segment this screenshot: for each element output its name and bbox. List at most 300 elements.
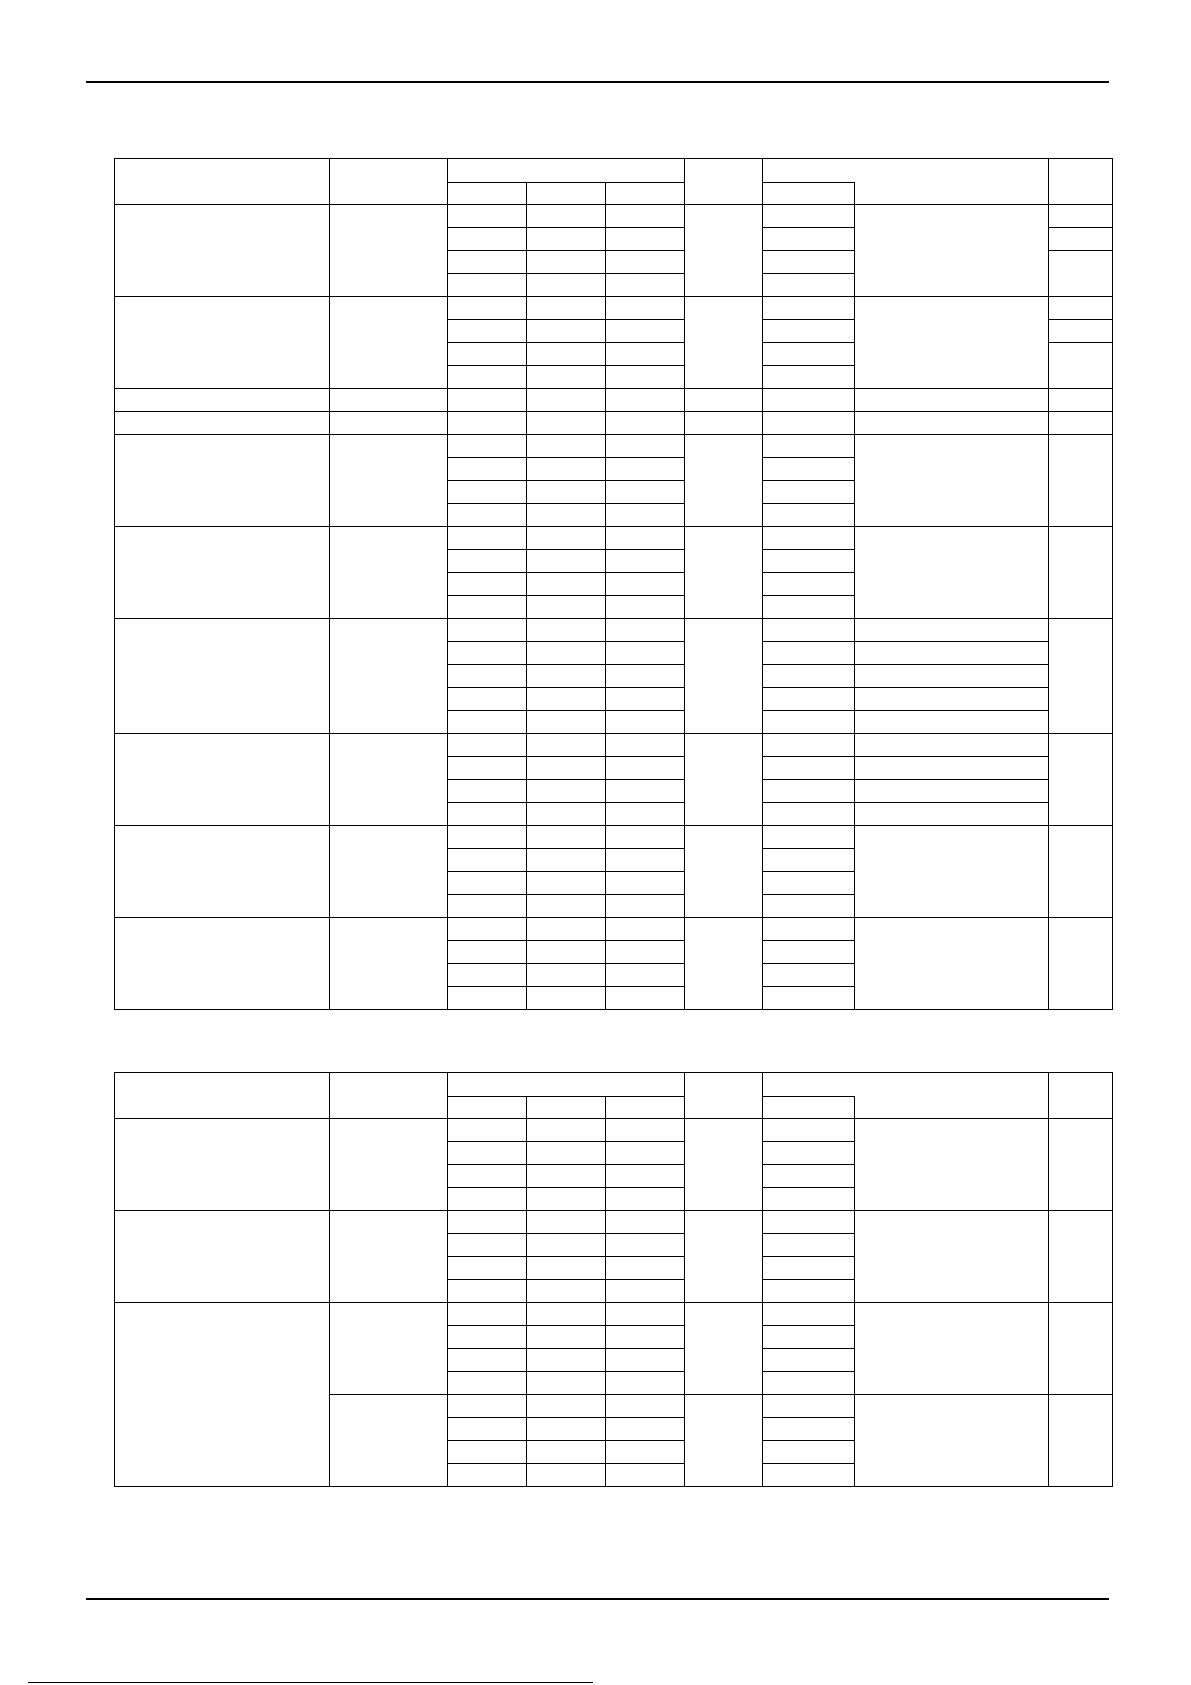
row-value-cell (330, 1119, 448, 1211)
table-cell (763, 1165, 855, 1188)
table-cell (855, 688, 1049, 711)
table-cell (763, 343, 855, 366)
row-label-cell (115, 1211, 330, 1303)
table-cell (606, 527, 685, 550)
table-cell (855, 1395, 1049, 1487)
table-cell (763, 435, 855, 458)
table-row (115, 734, 1113, 757)
row-value-cell (330, 389, 448, 412)
table-cell (1049, 320, 1113, 343)
table-cell (448, 1303, 527, 1326)
table-cell (606, 688, 685, 711)
table-cell (763, 1280, 855, 1303)
table-cell (763, 918, 855, 941)
table-cell (763, 1119, 855, 1142)
table-cell (527, 550, 606, 573)
table-cell (527, 1257, 606, 1280)
table-cell (448, 573, 527, 596)
table-cell (527, 849, 606, 872)
table-cell (527, 343, 606, 366)
table-cell (448, 1142, 527, 1165)
table-cell (763, 688, 855, 711)
table-cell (527, 228, 606, 251)
table-cell (763, 1395, 855, 1418)
table-cell (763, 481, 855, 504)
table-cell (448, 527, 527, 550)
table-cell (606, 1142, 685, 1165)
table-cell (606, 1441, 685, 1464)
table-cell (527, 1395, 606, 1418)
table-cell (527, 366, 606, 389)
table-cell (606, 481, 685, 504)
table-cell (527, 757, 606, 780)
table-cell (763, 872, 855, 895)
row-label-cell (115, 527, 330, 619)
table-cell (527, 435, 606, 458)
table-cell (527, 642, 606, 665)
table-cell (448, 504, 527, 527)
table-cell (606, 320, 685, 343)
table-cell (855, 1303, 1049, 1395)
table-cell (448, 412, 527, 435)
table-cell (448, 642, 527, 665)
table-cell (855, 665, 1049, 688)
table-cell (448, 458, 527, 481)
table-cell (527, 1234, 606, 1257)
table-cell (1049, 205, 1113, 228)
row-value-cell (330, 205, 448, 297)
table-cell (448, 320, 527, 343)
table-cell (448, 274, 527, 297)
table-row (115, 412, 1113, 435)
table-cell (606, 1119, 685, 1142)
table-cell (448, 1257, 527, 1280)
table-cell (448, 1119, 527, 1142)
table-cell (448, 780, 527, 803)
table-cell (685, 297, 763, 389)
table-cell (606, 251, 685, 274)
table-cell (527, 527, 606, 550)
table-cell (763, 1326, 855, 1349)
table-cell (606, 941, 685, 964)
table-cell (1049, 297, 1113, 320)
table-cell (527, 205, 606, 228)
table-row (115, 527, 1113, 550)
table-cell (763, 550, 855, 573)
header-cell (330, 1073, 448, 1119)
table-cell (527, 803, 606, 826)
table-cell (855, 642, 1049, 665)
table-cell (527, 274, 606, 297)
table-cell (527, 665, 606, 688)
table-cell (855, 389, 1049, 412)
table-cell (448, 550, 527, 573)
header-sub-cell (763, 1097, 855, 1119)
table-cell (527, 1165, 606, 1188)
table-cell (1049, 343, 1113, 389)
table-cell (527, 734, 606, 757)
table-cell (1049, 251, 1113, 297)
table-cell (763, 1188, 855, 1211)
table-cell (527, 872, 606, 895)
table-cell (606, 1211, 685, 1234)
header-sub-cell (448, 183, 527, 205)
table-cell (606, 734, 685, 757)
table-cell (763, 780, 855, 803)
table-cell (448, 1395, 527, 1418)
table-cell (763, 458, 855, 481)
table-cell (685, 918, 763, 1010)
table-cell (448, 803, 527, 826)
table-cell (1049, 527, 1113, 619)
table-cell (685, 734, 763, 826)
table-cell (763, 1441, 855, 1464)
row-label-cell (115, 389, 330, 412)
table-cell (855, 297, 1049, 389)
table-cell (763, 1211, 855, 1234)
table-cell (606, 803, 685, 826)
table-row (115, 1303, 1113, 1326)
header-cell (330, 159, 448, 205)
row-label-cell (115, 205, 330, 297)
table-cell (606, 458, 685, 481)
table-cell (527, 573, 606, 596)
table-cell (763, 1257, 855, 1280)
table-cell (1049, 1395, 1113, 1487)
table-cell (763, 297, 855, 320)
table-cell (448, 757, 527, 780)
row-value-cell (330, 297, 448, 389)
table-cell (763, 573, 855, 596)
table-cell (855, 1211, 1049, 1303)
table-cell (606, 228, 685, 251)
table-cell (1049, 412, 1113, 435)
row-label-cell (115, 1119, 330, 1211)
table-cell (763, 964, 855, 987)
table-cell (855, 826, 1049, 918)
table-cell (527, 1326, 606, 1349)
header-sub-cell (606, 183, 685, 205)
table-cell (448, 297, 527, 320)
table-cell (448, 1464, 527, 1487)
table-cell (448, 688, 527, 711)
table-cell (855, 619, 1049, 642)
table-cell (763, 849, 855, 872)
header-cell (115, 159, 330, 205)
table-cell (763, 527, 855, 550)
table-cell (763, 941, 855, 964)
table-cell (448, 895, 527, 918)
table-cell (763, 803, 855, 826)
table-cell (448, 366, 527, 389)
table-cell (1049, 734, 1113, 826)
table-cell (685, 1119, 763, 1211)
row-value-cell (330, 918, 448, 1010)
table-cell (763, 274, 855, 297)
table-cell (606, 849, 685, 872)
table-cell (448, 1349, 527, 1372)
table-cell (448, 1165, 527, 1188)
header-sub-cell (448, 1097, 527, 1119)
table-cell (855, 757, 1049, 780)
table-cell (606, 596, 685, 619)
table-cell (763, 320, 855, 343)
table-cell (1049, 918, 1113, 1010)
table-cell (763, 619, 855, 642)
table-cell (527, 780, 606, 803)
table-cell (763, 734, 855, 757)
table-cell (855, 205, 1049, 297)
table-cell (1049, 435, 1113, 527)
header-cell (1049, 159, 1113, 205)
table-cell (527, 1142, 606, 1165)
table-cell (527, 504, 606, 527)
table-cell (448, 1188, 527, 1211)
table-cell (527, 1280, 606, 1303)
table-cell (606, 1418, 685, 1441)
table-cell (448, 228, 527, 251)
table-cell (606, 619, 685, 642)
table-row (115, 389, 1113, 412)
table-cell (527, 596, 606, 619)
header-cell (685, 1073, 763, 1119)
table-cell (606, 573, 685, 596)
table-cell (448, 1211, 527, 1234)
table-cell (1049, 389, 1113, 412)
table-row (115, 918, 1113, 941)
table-cell (855, 803, 1049, 826)
table-cell (606, 412, 685, 435)
table-cell (448, 1418, 527, 1441)
table-cell (527, 1372, 606, 1395)
table-cell (448, 826, 527, 849)
table-cell (606, 297, 685, 320)
table-cell (763, 205, 855, 228)
table-cell (606, 711, 685, 734)
row-value-cell (330, 1303, 448, 1395)
table-row (115, 297, 1113, 320)
row-label-cell (115, 1303, 330, 1487)
table-cell (1049, 1119, 1113, 1211)
table-cell (527, 1349, 606, 1372)
table-cell (527, 987, 606, 1010)
table-cell (527, 941, 606, 964)
row-label-cell (115, 435, 330, 527)
table-cell (448, 343, 527, 366)
table-cell (685, 619, 763, 734)
header-sub-cell (763, 183, 855, 205)
header-sub-cell (855, 183, 1049, 205)
header-sub-cell (527, 183, 606, 205)
table-cell (1049, 619, 1113, 734)
table-cell (606, 665, 685, 688)
table-cell (527, 918, 606, 941)
table-cell (855, 711, 1049, 734)
table-cell (763, 251, 855, 274)
table-cell (527, 251, 606, 274)
table-cell (855, 412, 1049, 435)
header-group-cell (448, 1073, 685, 1097)
table-cell (685, 826, 763, 918)
table-cell (448, 1372, 527, 1395)
header-cell (115, 1073, 330, 1119)
table-cell (685, 435, 763, 527)
table-cell (763, 1464, 855, 1487)
table-cell (606, 1349, 685, 1372)
row-label-cell (115, 826, 330, 918)
table-cell (448, 872, 527, 895)
table-cell (1049, 1211, 1113, 1303)
table-cell (527, 297, 606, 320)
table-cell (1049, 1303, 1113, 1395)
table-cell (527, 1119, 606, 1142)
table-cell (448, 481, 527, 504)
table-cell (448, 205, 527, 228)
table-cell (527, 711, 606, 734)
header-group-cell (763, 1073, 1049, 1097)
table-cell (763, 504, 855, 527)
table-cell (606, 205, 685, 228)
table-cell (606, 757, 685, 780)
table-cell (448, 596, 527, 619)
table-cell (606, 1257, 685, 1280)
row-value-cell (330, 412, 448, 435)
table-cell (606, 872, 685, 895)
table-cell (448, 1441, 527, 1464)
table-cell (763, 1418, 855, 1441)
table-row (115, 435, 1113, 458)
table-row (115, 826, 1113, 849)
table-cell (606, 895, 685, 918)
table-cell (763, 895, 855, 918)
table-cell (855, 734, 1049, 757)
table-cell (685, 205, 763, 297)
table-cell (763, 826, 855, 849)
table-cell (606, 1395, 685, 1418)
table-cell (527, 1464, 606, 1487)
table-cell (527, 1441, 606, 1464)
table-cell (527, 481, 606, 504)
row-label-cell (115, 734, 330, 826)
table-cell (685, 412, 763, 435)
table-cell (448, 941, 527, 964)
table-cell (527, 458, 606, 481)
table-cell (763, 366, 855, 389)
header-group-cell (763, 159, 1049, 183)
table-cell (527, 1418, 606, 1441)
table-cell (763, 1372, 855, 1395)
table-cell (606, 918, 685, 941)
table-cell (606, 987, 685, 1010)
table-cell (448, 987, 527, 1010)
row-label-cell (115, 412, 330, 435)
table-cell (606, 780, 685, 803)
table-cell (685, 1395, 763, 1487)
table-cell (527, 1188, 606, 1211)
header-group-cell (448, 159, 685, 183)
table-cell (527, 964, 606, 987)
row-value-cell (330, 1395, 448, 1487)
table-cell (685, 389, 763, 412)
table-row (115, 1211, 1113, 1234)
table-cell (448, 711, 527, 734)
table-cell (855, 527, 1049, 619)
header-rule (86, 81, 1109, 83)
table-cell (527, 1211, 606, 1234)
table-cell (527, 826, 606, 849)
table-cell (685, 1211, 763, 1303)
row-label-cell (115, 297, 330, 389)
header-cell (685, 159, 763, 205)
table-cell (606, 435, 685, 458)
table-cell (685, 1303, 763, 1395)
table-cell (763, 412, 855, 435)
table-cell (606, 1326, 685, 1349)
table-cell (763, 596, 855, 619)
table-cell (448, 251, 527, 274)
table-cell (855, 435, 1049, 527)
table-cell (606, 504, 685, 527)
header-sub-cell (855, 1097, 1049, 1119)
table-cell (527, 895, 606, 918)
table-cell (606, 826, 685, 849)
table-cell (1049, 826, 1113, 918)
table-cell (763, 642, 855, 665)
spec-table-2 (114, 1072, 1113, 1487)
table-cell (606, 1464, 685, 1487)
footer-rule (86, 1598, 1109, 1600)
row-label-cell (115, 918, 330, 1010)
table-cell (606, 642, 685, 665)
header-sub-cell (527, 1097, 606, 1119)
table-cell (606, 1165, 685, 1188)
table-cell (448, 435, 527, 458)
table-cell (527, 1303, 606, 1326)
table-cell (527, 619, 606, 642)
table-cell (606, 964, 685, 987)
row-value-cell (330, 734, 448, 826)
table-cell (855, 1119, 1049, 1211)
table-cell (448, 619, 527, 642)
table-cell (1049, 228, 1113, 251)
table-cell (606, 1280, 685, 1303)
table-cell (763, 1142, 855, 1165)
table-cell (763, 228, 855, 251)
table-cell (855, 918, 1049, 1010)
table-row (115, 1119, 1113, 1142)
table-cell (606, 1372, 685, 1395)
table-cell (527, 688, 606, 711)
table-cell (685, 527, 763, 619)
table-cell (606, 1234, 685, 1257)
header-sub-cell (606, 1097, 685, 1119)
row-value-cell (330, 619, 448, 734)
table-row (115, 619, 1113, 642)
footnote-rule (28, 1682, 593, 1683)
table-cell (763, 665, 855, 688)
table-cell (527, 389, 606, 412)
row-value-cell (330, 527, 448, 619)
table-cell (763, 987, 855, 1010)
row-value-cell (330, 826, 448, 918)
table-cell (606, 274, 685, 297)
header-cell (1049, 1073, 1113, 1119)
table-cell (763, 389, 855, 412)
table-cell (448, 389, 527, 412)
table-cell (763, 757, 855, 780)
table-cell (448, 1280, 527, 1303)
table-cell (527, 412, 606, 435)
